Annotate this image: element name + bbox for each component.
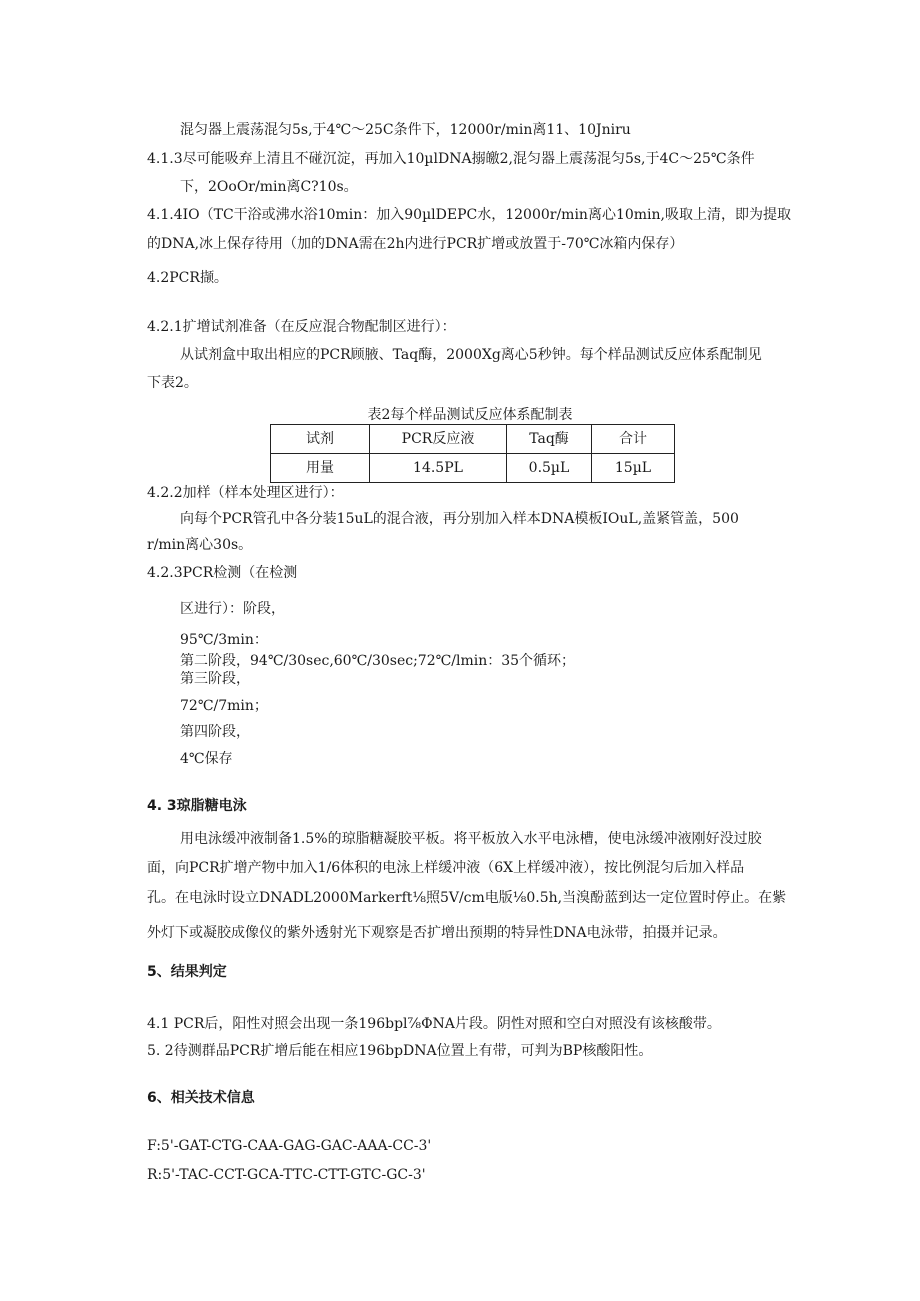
table-header-cell: PCR反应液 [370, 425, 507, 454]
section-5-heading: 5、结果判定 [147, 964, 227, 980]
text-line: 的DNA,冰上保存待用（加的DNA需在2h内进行PCR扩增或放置于-70℃冰箱内保存） [147, 236, 684, 252]
text-line: 第四阶段， [180, 724, 250, 740]
section-4-1-4: 4.1.4IO（TC干浴或沸水浴10min：加入90µlDEPC水，12000r/min离心10min,吸取上清，即为提取 [147, 207, 791, 223]
text-line: 面，向PCR扩增产物中加入1/6体积的电泳上样缓冲液（6X上样缓冲液），按比例混匀后加入样品 [147, 860, 745, 876]
text-line: 用电泳缓冲液制备1.5%的琼脂糖凝胶平板。将平板放入水平电泳槽，使电泳缓冲液刚好没过胶 [180, 831, 762, 847]
primer-reverse: R:5'-TAC-CCT-GCA-TTC-CTT-GTC-GC-3' [147, 1167, 426, 1183]
section-4-2: 4.2PCR撷。 [147, 270, 228, 286]
text-line: 区进行）：阶段， [180, 601, 285, 617]
table-header-row [271, 425, 675, 454]
table-header-cell: 试剂 [271, 425, 370, 454]
section-4-3-heading: 4. 3琼脂糖电泳 [147, 798, 247, 814]
result-item: 4.1 PCR后，阳性对照会出现一条196bpl⅞ΦNA片段。阴性对照和空白对照没有该核酸带。 [147, 1016, 721, 1032]
section-6-heading: 6、相关技术信息 [147, 1090, 255, 1106]
table-cell: 0.5µL [507, 454, 592, 483]
result-item: 5. 2待测群品PCR扩增后能在相应196bpDNA位置上有带，可判为BP核酸阳性。 [147, 1043, 653, 1059]
table-cell: 15µL [592, 454, 675, 483]
section-4-2-1: 4.2.1扩增试剂准备（在反应混合物配制区进行）： [147, 319, 456, 335]
table-header-cell: 合计 [592, 425, 675, 454]
table-header-cell: Taq酶 [507, 425, 592, 454]
reaction-system-table [270, 424, 675, 483]
text-line: r/min离心30s。 [147, 537, 253, 553]
text-line: 向每个PCR管孔中各分装15uL的混合液，再分别加入样本DNA模板IOuL,盖紧管盖，500 [180, 511, 739, 527]
primer-forward: F:5'-GAT-CTG-CAA-GAG-GAC-AAA-CC-3' [147, 1138, 432, 1154]
text-line: 第三阶段， [180, 671, 250, 687]
text-line: 72℃/7min； [180, 698, 268, 714]
text-line: 下，2OoOr/min离C?10s。 [180, 179, 358, 195]
text-line: 第二阶段，94℃/30sec,60℃/30sec;72℃/lmin：35个循环； [180, 653, 576, 669]
text-line: 孔。在电泳时设立DNADL2000Markerft⅛照5V/cm电版⅛0.5h,当溴酚蓝到达一定位置时停止。在紫 [147, 890, 787, 906]
table-cell: 用量 [271, 454, 370, 483]
text-line: 混匀器上震荡混匀5s,于4℃～25C条件下，12000r/min离11、10Jniru [180, 122, 631, 138]
text-line: 外灯下或凝胶成像仪的紫外透射光下观察是否扩增出预期的特异性DNA电泳带，拍摄并记录。 [147, 925, 727, 941]
table-caption: 表2每个样品测试反应体系配制表 [367, 407, 573, 423]
table-cell: 14.5PL [370, 454, 507, 483]
text-line: 下表2。 [147, 375, 198, 391]
text-line: 95℃/3min： [180, 632, 268, 648]
section-4-2-3: 4.2.3PCR检测（在检测 [147, 565, 298, 581]
table-row [271, 454, 675, 483]
section-4-1-3: 4.1.3尽可能吸弃上清且不碰沉淀，再加入10µlDNA搦皦2,混匀器上震荡混匀5s,于4C～25℃条件 [147, 151, 755, 167]
text-line: 从试剂盒中取出相应的PCR顾腋、Taq酶，2000Xg离心5秒钟。每个样品测试反应体系配制见 [180, 347, 762, 363]
text-line: 4℃保存 [180, 751, 233, 767]
section-4-2-2: 4.2.2加样（样本处理区进行）： [147, 485, 344, 501]
